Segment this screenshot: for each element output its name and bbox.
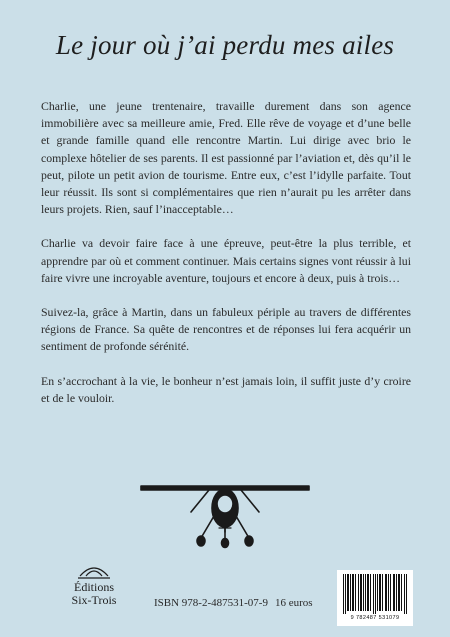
publisher-logo (56, 558, 132, 614)
isbn-number: ISBN 978-2-487531-07-9 (154, 597, 268, 609)
airplane-icon (139, 468, 311, 550)
blurb-paragraph-4: En s’accrochant à la vie, le bonheur n’est jamais loin, il suffit juste d’y croire et de le vouloir. (41, 373, 411, 405)
book-title: Le jour où j’ai perdu mes ailes (55, 30, 395, 60)
blurb-paragraph-3: Suivez-la, grâce à Martin, dans un fabuleux périple au travers de différentes régions de France. Sa quête de rencontres et de réponses lui fera acquérir un sentiment de profonde sérénité. (41, 305, 411, 354)
barcode-panel (337, 570, 413, 626)
blurb-paragraph-1: Charlie, une jeune trentenaire, travaille durement dans son agence immobilière avec sa meilleure amie, Fred. Elle rêve de voyage et d’une belle et grande famille quand elle rencontre Martin. Lui dirige avec brio le complexe hôtelier de ses parents. Il est passionné par l’aviation et, dès qu’il le peut, pilote un petit avion de tourisme. Entre eux, c’est l’idylle parfaite. Tout leur réussit. Ils sont si complémentaires que rien n’aurait pu les arrêter dans leurs projets. Rien, sauf l’inacceptable… (41, 99, 411, 217)
price-label: 16 euros (275, 597, 313, 609)
publisher-name-line2: Six-Trois (71, 593, 117, 607)
publisher-name-line1: Éditions (73, 580, 114, 594)
blurb (41, 98, 411, 424)
blurb-paragraph-2: Charlie va devoir faire face à une épreuve, peut-être la plus terrible, et apprendre par où et comment continuer. Mais certains signes vont réussir à lui faire vivre une incroyable aventure, toujours et encore à deux, puis à trois… (41, 236, 411, 285)
publisher-logo-icon (76, 558, 112, 580)
barcode-icon (341, 574, 409, 614)
barcode-digits: 9 782487 531079 (350, 615, 400, 621)
